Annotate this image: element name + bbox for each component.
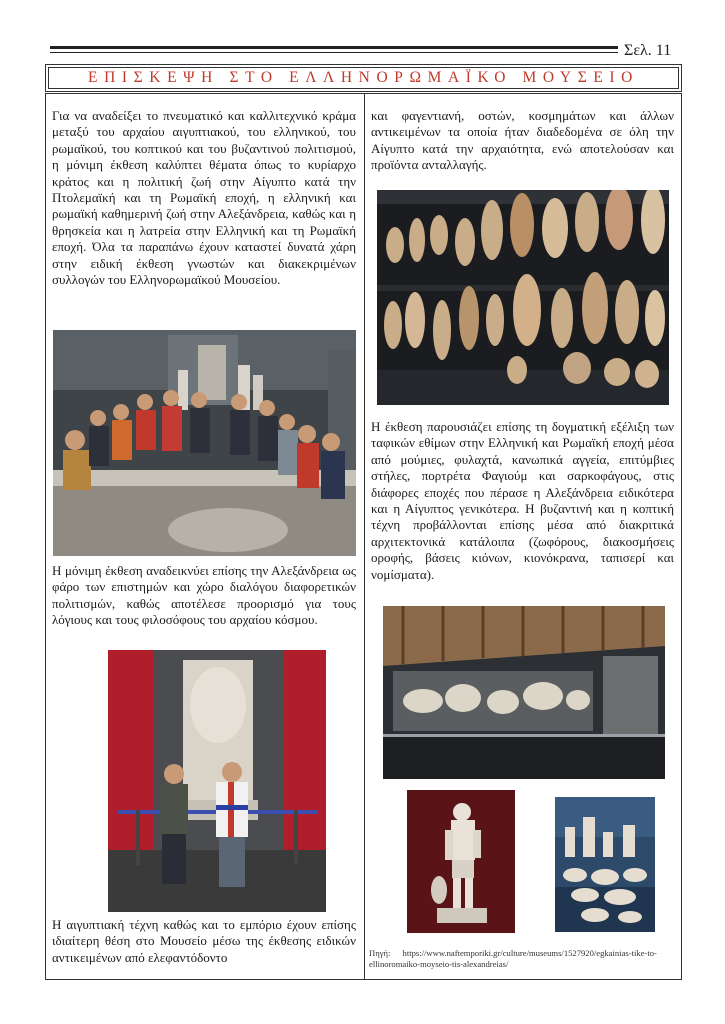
source-label: Πηγή: <box>369 948 391 958</box>
left-paragraph-3: Η αιγυπτιακή τέχνη καθώς και το εμπόριο έχουν επίσης ιδιαίτερη θέση στο Μουσείο μέσω της έκθεσης ειδικών αντικειμένων από ελεφαντόδοντο <box>52 917 356 965</box>
left-paragraph-2: Η μόνιμη έκθεση αναδεικνύει επίσης την Αλεξάνδρεια ως φάρο των επιστημών και χώρο διαλόγου διαφορετικών πολιτισμών, καθώς αποτέλεσε προορισμό για τους λόγιους και τους φιλοσόφους του αρχαίου κόσμου. <box>52 563 356 628</box>
students-gallery-photo <box>53 330 356 556</box>
exhibition-hall-photo <box>383 606 665 779</box>
left-paragraph-1: Για να αναδείξει το πνευματικό και καλλιτεχνικό κράμα μεταξύ του αρχαίου αιγυπτιακού, του ελληνικού, του ρωμαϊκού, του κοπτικού και του βυζαντινού πολιτισμού, η μόνιμη έκθεση καλύπτει θέματα όπως το κυρίαρχο κράτος και η πολιτική ζωή στην Αίγυπτο κατά την Πτολεμαϊκή και τη Ρωμαϊκή εποχή, η ελληνική και ρωμαϊκή καθημερινή ζωή στην Αλεξάνδρεια, καθώς και η θρησκεία και η λατρεία στην Ελληνική και τη Ρωμαϊκή εποχή. Όλα τα παραπάνω έχουν καταστεί δυνατά χάρη στην ειδική έκθεση γνωστών και διακεκριμένων συλλογών του Ελληνορωμαϊκού Μουσείου. <box>52 108 356 288</box>
title-box <box>45 64 682 92</box>
column-divider <box>364 93 365 979</box>
amphorae-photo <box>377 190 669 405</box>
header-rule <box>50 46 618 58</box>
page-title: ΕΠΙΣΚΕΨΗ ΣΤΟ ΕΛΛΗΝΟΡΩΜΑΪΚΟ ΜΟΥΣΕΙΟ <box>88 69 639 86</box>
boys-statue-photo <box>108 650 326 912</box>
source-url: https://www.naftemporiki.gr/culture/museums/1527920/egkainias-tike-to-ellinoromaiko-moyseio-tis-alexandreias/ <box>369 948 657 969</box>
roman-statue-photo <box>407 790 515 933</box>
page-number: Σελ. 11 <box>624 42 672 59</box>
right-paragraph-2: Η έκθεση παρουσιάζει επίσης τη δογματική εξέλιξη των ταφικών εθίμων στην Ελληνική και Ρωμαϊκή εποχή μέσα από μούμιες, φυλαχτά, κανωπικά αγγεία, επιτύμβιες στήλες, πορτρέτα Φαγιούμ και σαρκοφάγους, στις διάφορες εποχές που πέρασε η Αλεξάνδρεια ειδικότερα και η Αίγυπτος γενικότερα. Η βυζαντινή και η κοπτική τέχνη προβάλλονται επίσης μέσα από διακριτικά αρχιτεκτονικά κατάλοιπα (ζωφόρους, διακοσμήσεις οροφής, βάσεις κιόνων, κιονόκρανα, ταπισερί και νομίσματα). <box>371 419 674 582</box>
right-paragraph-1: και φαγεντιανή, οστών, κοσμημάτων και άλλων αντικειμένων τα οποία ήταν διαδεδομένα σε όλη την Αίγυπτο κατά την αρχαιότητα, ενώ αποτελούσαν και προϊόντα ανταλλαγής. <box>371 108 674 173</box>
sculptures-display-photo <box>555 797 655 932</box>
source-citation <box>369 948 674 970</box>
